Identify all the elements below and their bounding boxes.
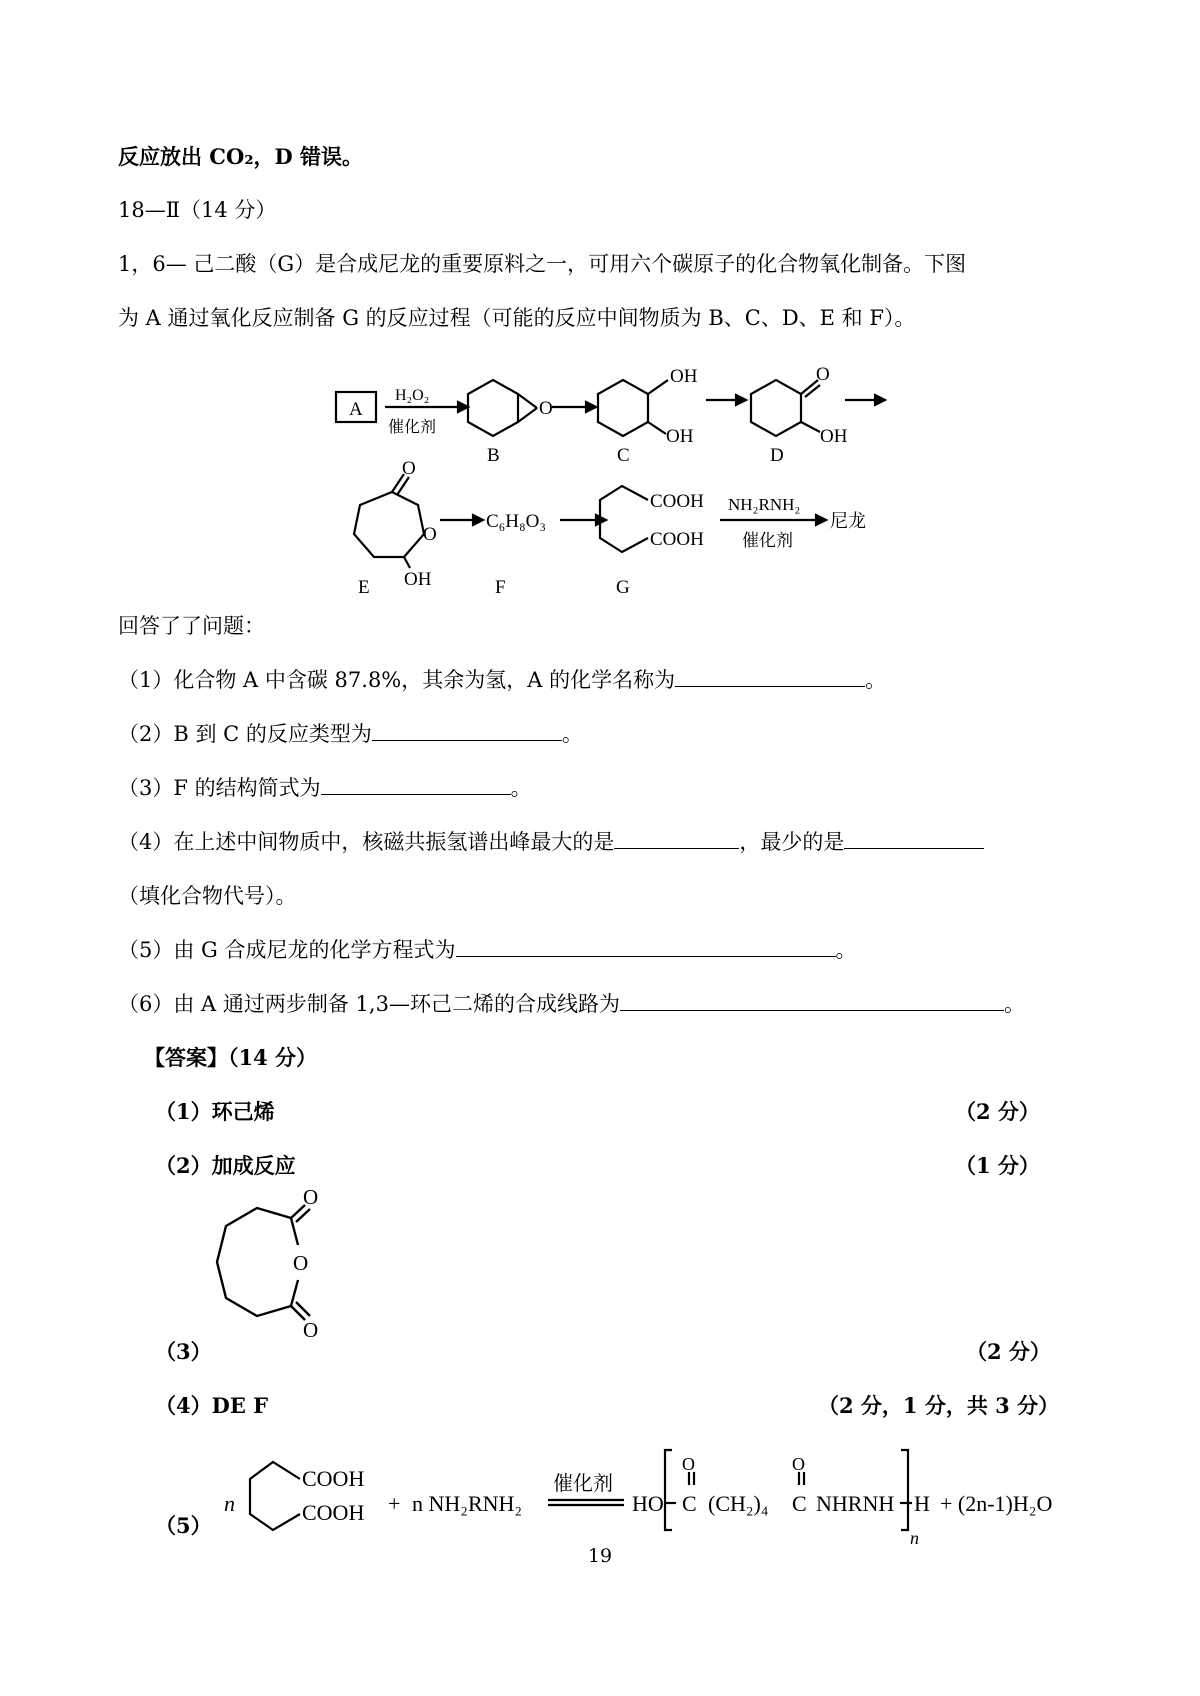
compound-a-label: A (349, 399, 363, 420)
eq-nhrnh: NHRNH (816, 1491, 895, 1516)
eq-subscript-n: n (910, 1528, 919, 1548)
answer-3: （3） (155, 1339, 212, 1364)
g-cooh-bottom: COOH (650, 529, 704, 550)
answer-prompt: 回答了了问题： (118, 614, 265, 638)
g-cooh-top: COOH (650, 491, 704, 512)
question-4-text: （4）在上述中间物质中，核磁共振氢谱出峰最大的是 (118, 830, 615, 854)
c-oh-top: OH (670, 366, 698, 387)
reagent-diamine: NH₂RNH₂ (728, 495, 801, 514)
prev-answer-tail: 反应放出 CO₂，D 错误。 (118, 144, 364, 169)
eq-ch2: (CH₂)₄ (708, 1491, 769, 1516)
answer-5: （5） (155, 1513, 212, 1538)
c-oh-bottom: OH (666, 426, 694, 447)
question-3-end: 。 (510, 776, 532, 800)
eq-reagent: n NH₂RNH₂ (412, 1491, 523, 1516)
question-4-text-b: ，最少的是 (739, 830, 845, 854)
e-carbonyl-o: O (402, 458, 416, 479)
label-g: G (616, 577, 630, 598)
e-ring-o: O (423, 524, 437, 545)
anhydride-o-top: O (303, 1185, 319, 1209)
answer-4: （4）DE F (155, 1393, 269, 1418)
question-1-end: 。 (865, 668, 887, 692)
label-d: D (770, 445, 784, 466)
answer-3-score: （2 分） (966, 1339, 1051, 1364)
eq-h: H (914, 1491, 930, 1516)
question-5-end: 。 (835, 938, 857, 962)
reagent-h2o2: H₂O₂ (395, 387, 430, 404)
question-6-end: 。 (1003, 992, 1025, 1016)
eq-catalyst: 催化剂 (553, 1473, 613, 1495)
e-oh: OH (404, 569, 432, 590)
question-6-text: （6）由 A 通过两步制备 1,3—环己二烯的合成线路为 (118, 992, 620, 1016)
epoxide-o: O (539, 398, 553, 419)
d-oh: OH (820, 426, 848, 447)
answer-4-score: （2 分，1 分，共 3 分） (818, 1393, 1060, 1418)
question-3-text: （3）F 的结构简式为 (118, 776, 321, 800)
product-nylon: 尼龙 (830, 511, 866, 531)
anhydride-o-bottom: O (303, 1318, 319, 1342)
answer-1-score: （2 分） (955, 1099, 1040, 1124)
eq-water: + (2n-1)H₂O (940, 1491, 1053, 1516)
answer-2: （2）加成反应 (155, 1153, 296, 1178)
question-heading: 18—Ⅱ（14 分） (118, 198, 277, 222)
eq-coefficient-n: n (224, 1491, 235, 1516)
eq-cooh-top: COOH (302, 1466, 365, 1491)
question-4-note: （填化合物代号）。 (118, 884, 297, 908)
answer-1: （1）环己烯 (155, 1099, 275, 1124)
eq-cooh-bottom: COOH (302, 1500, 365, 1525)
answer-header: 【答案】（14 分） (144, 1045, 318, 1070)
page-number: 19 (587, 1545, 613, 1567)
label-e: E (358, 577, 370, 598)
question-2-end: 。 (561, 722, 583, 746)
eq-plus: + (388, 1491, 401, 1516)
formula-f: C₆H₈O₃ (486, 511, 546, 532)
eq-ho: HO (632, 1491, 664, 1516)
question-1-text: （1）化合物 A 中含碳 87.8%，其余为氢，A 的化学名称为 (118, 668, 676, 692)
eq-c-2: C (792, 1491, 807, 1516)
label-b: B (487, 445, 500, 466)
label-c: C (617, 445, 630, 466)
catalyst-label-1: 催化剂 (388, 419, 437, 436)
intro-line-1: 1，6— 己二酸（G）是合成尼龙的重要原料之一，可用六个碳原子的化合物氧化制备。下图 (118, 252, 967, 276)
question-5-text: （5）由 G 合成尼龙的化学方程式为 (118, 938, 456, 962)
label-f: F (495, 577, 506, 598)
intro-line-2: 为 A 通过氧化反应制备 G 的反应过程（可能的反应中间物质为 B、C、D、E 和 F）。 (118, 306, 916, 330)
anhydride-o-ring: O (293, 1251, 309, 1275)
catalyst-label-2: 催化剂 (742, 531, 793, 550)
eq-c-1: C (682, 1491, 697, 1516)
eq-o-2: O (792, 1454, 805, 1474)
eq-o-1: O (682, 1454, 695, 1474)
question-2-text: （2）B 到 C 的反应类型为 (118, 722, 372, 746)
d-carbonyl-o: O (816, 364, 830, 385)
answer-2-score: （1 分） (955, 1153, 1040, 1178)
